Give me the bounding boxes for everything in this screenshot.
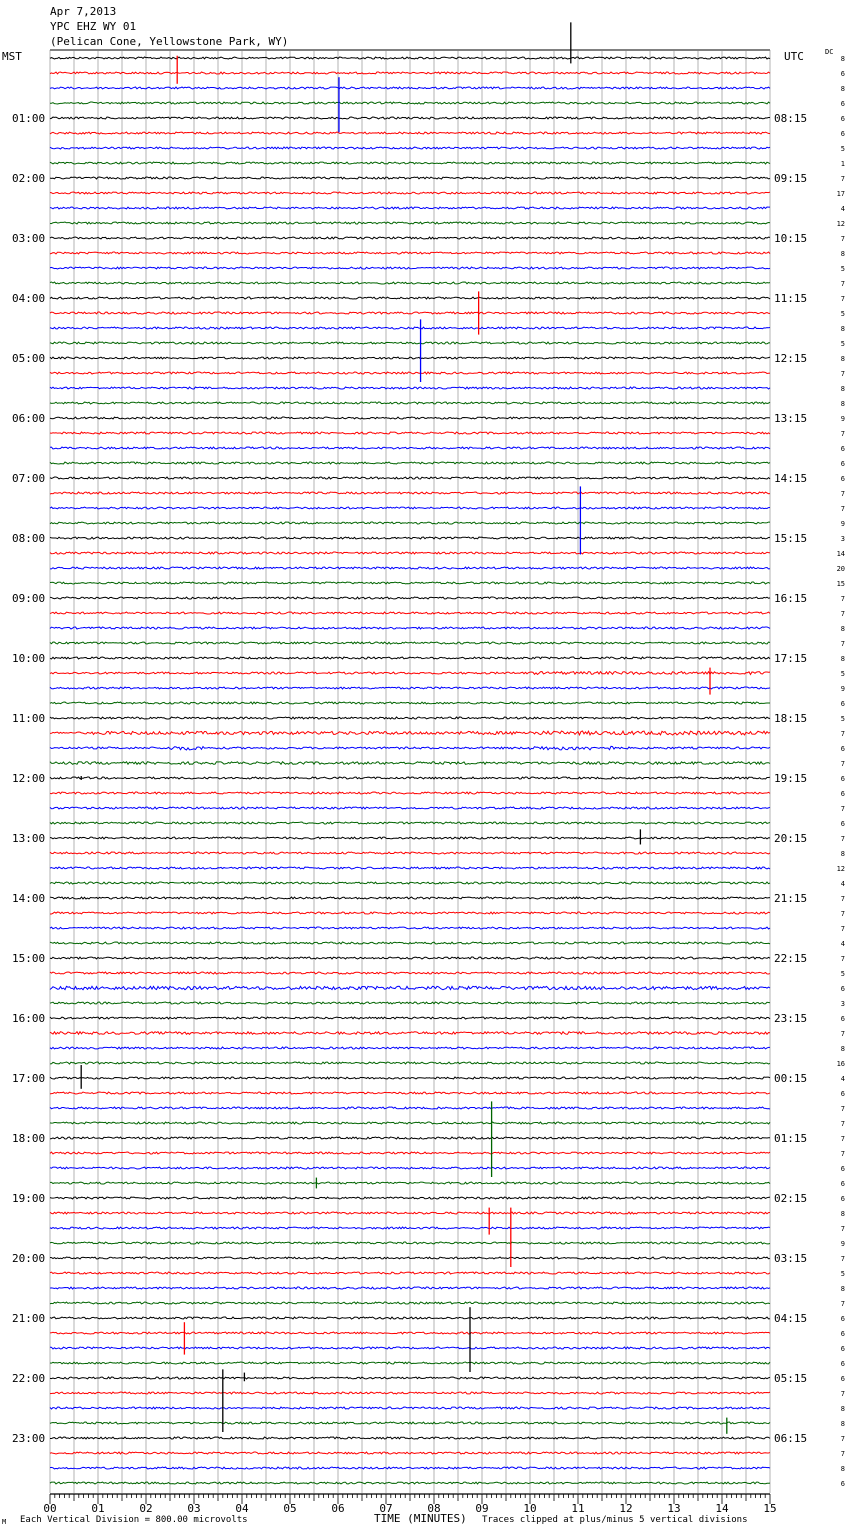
dc-value: 6: [840, 1090, 845, 1098]
dc-value: 14: [836, 550, 845, 558]
dc-value: 7: [840, 805, 845, 813]
dc-value: 7: [840, 295, 845, 303]
dc-value: 6: [840, 1015, 845, 1023]
dc-value: 5: [840, 340, 845, 348]
left-hour-label: 15:00: [12, 952, 46, 965]
dc-value: 6: [840, 115, 845, 123]
x-tick-label: 10: [523, 1502, 537, 1515]
dc-value: 12: [836, 220, 845, 228]
dc-value: 5: [840, 1270, 845, 1278]
dc-value: 7: [840, 370, 845, 378]
right-hour-label: 03:15: [774, 1252, 808, 1265]
dc-value: 20: [836, 565, 845, 573]
dc-value: 7: [840, 835, 845, 843]
dc-value: 6: [840, 1375, 845, 1383]
right-hour-label: 19:15: [774, 772, 808, 785]
dc-value: 7: [840, 895, 845, 903]
dc-value: 4: [840, 1075, 845, 1083]
header-station: YPC EHZ WY 01: [50, 20, 137, 33]
dc-value: 6: [840, 1480, 845, 1488]
x-tick-label: 14: [715, 1502, 729, 1515]
x-tick-label: 11: [571, 1502, 585, 1515]
dc-value: 7: [840, 1450, 845, 1458]
dc-value: 4: [840, 205, 845, 213]
dc-value: 8: [840, 55, 845, 63]
dc-value: 6: [840, 745, 845, 753]
left-hour-label: 14:00: [12, 892, 46, 905]
dc-value: 5: [840, 265, 845, 273]
right-hour-label: 11:15: [774, 292, 808, 305]
right-hour-label: 09:15: [774, 172, 808, 185]
right-hour-label: 21:15: [774, 892, 808, 905]
x-tick-label: 15: [763, 1502, 777, 1515]
right-hour-label: 18:15: [774, 712, 808, 725]
x-tick-label: 09: [475, 1502, 489, 1515]
dc-value: 6: [840, 70, 845, 78]
left-hour-label: 22:00: [12, 1372, 46, 1385]
left-hour-label: 16:00: [12, 1012, 46, 1025]
right-hour-label: 06:15: [774, 1432, 808, 1445]
dc-value: 9: [840, 520, 845, 528]
dc-value: 6: [840, 985, 845, 993]
dc-value: 7: [840, 280, 845, 288]
x-tick-label: 05: [283, 1502, 297, 1515]
x-tick-label: 06: [331, 1502, 345, 1515]
left-hour-label: 10:00: [12, 652, 46, 665]
left-hour-label: 06:00: [12, 412, 46, 425]
dc-value: 6: [840, 1180, 845, 1188]
dc-value: 6: [840, 1330, 845, 1338]
left-hour-label: 12:00: [12, 772, 46, 785]
dc-value: 8: [840, 850, 845, 858]
dc-value: 8: [840, 385, 845, 393]
right-hour-label: 22:15: [774, 952, 808, 965]
dc-value: 7: [840, 925, 845, 933]
right-hour-label: 15:15: [774, 532, 808, 545]
dc-value: 7: [840, 175, 845, 183]
dc-value: 12: [836, 865, 845, 873]
dc-value: 8: [840, 250, 845, 258]
dc-value: 5: [840, 670, 845, 678]
dc-value: 9: [840, 685, 845, 693]
right-hour-label: 23:15: [774, 1012, 808, 1025]
dc-value: 17: [836, 190, 845, 198]
dc-value: 7: [840, 910, 845, 918]
dc-value: 7: [840, 1300, 845, 1308]
dc-value: 8: [840, 655, 845, 663]
left-hour-label: 02:00: [12, 172, 46, 185]
dc-value: 6: [840, 790, 845, 798]
right-hour-label: 14:15: [774, 472, 808, 485]
dc-value: 4: [840, 940, 845, 948]
dc-column-header: DC: [825, 48, 834, 56]
left-hour-label: 09:00: [12, 592, 46, 605]
dc-value: 7: [840, 640, 845, 648]
dc-value: 8: [840, 1285, 845, 1293]
dc-value: 8: [840, 1045, 845, 1053]
dc-value: 7: [840, 490, 845, 498]
dc-value: 7: [840, 1435, 845, 1443]
dc-value: 8: [840, 1420, 845, 1428]
right-hour-label: 02:15: [774, 1192, 808, 1205]
dc-value: 7: [840, 1150, 845, 1158]
x-tick-label: 08: [427, 1502, 441, 1515]
footer-mark: M: [2, 1518, 7, 1526]
left-hour-label: 07:00: [12, 472, 46, 485]
dc-value: 6: [840, 1360, 845, 1368]
dc-value: 8: [840, 625, 845, 633]
x-axis-label: TIME (MINUTES): [374, 1512, 467, 1525]
dc-value: 5: [840, 145, 845, 153]
dc-value: 5: [840, 715, 845, 723]
dc-value: 9: [840, 1240, 845, 1248]
dc-value: 7: [840, 430, 845, 438]
dc-value: 6: [840, 100, 845, 108]
right-hour-label: 20:15: [774, 832, 808, 845]
dc-value: 3: [840, 1000, 845, 1008]
dc-value: 8: [840, 355, 845, 363]
left-hour-label: 13:00: [12, 832, 46, 845]
dc-value: 6: [840, 475, 845, 483]
right-hour-label: 05:15: [774, 1372, 808, 1385]
dc-value: 15: [836, 580, 845, 588]
x-tick-label: 13: [667, 1502, 681, 1515]
dc-value: 1: [840, 160, 845, 168]
dc-value: 8: [840, 400, 845, 408]
left-hour-label: 21:00: [12, 1312, 46, 1325]
dc-value: 6: [840, 820, 845, 828]
left-hour-label: 08:00: [12, 532, 46, 545]
dc-value: 7: [840, 1255, 845, 1263]
dc-value: 4: [840, 880, 845, 888]
x-tick-label: 03: [187, 1502, 201, 1515]
dc-value: 6: [840, 775, 845, 783]
x-tick-label: 02: [139, 1502, 153, 1515]
dc-value: 7: [840, 1390, 845, 1398]
dc-value: 6: [840, 130, 845, 138]
dc-value: 6: [840, 445, 845, 453]
x-tick-label: 12: [619, 1502, 633, 1515]
dc-value: 7: [840, 595, 845, 603]
dc-value: 7: [840, 955, 845, 963]
left-hour-label: 17:00: [12, 1072, 46, 1085]
header-location: (Pelican Cone, Yellowstone Park, WY): [50, 35, 289, 48]
dc-value: 8: [840, 1405, 845, 1413]
right-hour-label: 12:15: [774, 352, 808, 365]
dc-value: 7: [840, 235, 845, 243]
right-hour-label: 01:15: [774, 1132, 808, 1145]
x-tick-label: 04: [235, 1502, 249, 1515]
dc-value: 7: [840, 1030, 845, 1038]
footer-scale: Each Vertical Division = 800.00 microvolts: [20, 1515, 248, 1525]
right-hour-label: 10:15: [774, 232, 808, 245]
dc-value: 6: [840, 1195, 845, 1203]
dc-value: 6: [840, 1165, 845, 1173]
left-hour-label: 18:00: [12, 1132, 46, 1145]
right-hour-label: 08:15: [774, 112, 808, 125]
right-hour-label: 04:15: [774, 1312, 808, 1325]
dc-value: 7: [840, 760, 845, 768]
event-marks: [81, 22, 727, 1433]
dc-value: 6: [840, 1315, 845, 1323]
footer-clip-note: Traces clipped at plus/minus 5 vertical divisions: [482, 1515, 748, 1525]
dc-value: 8: [840, 1210, 845, 1218]
dc-value: 8: [840, 85, 845, 93]
dc-value: 5: [840, 310, 845, 318]
header-date: Apr 7,2013: [50, 5, 117, 18]
dc-value: 7: [840, 610, 845, 618]
left-hour-label: 05:00: [12, 352, 46, 365]
left-hour-label: 01:00: [12, 112, 46, 125]
left-hour-label: 19:00: [12, 1192, 46, 1205]
x-tick-label: 07: [379, 1502, 393, 1515]
right-hour-label: 13:15: [774, 412, 808, 425]
right-timezone-label: UTC: [784, 50, 804, 63]
dc-value: 8: [840, 325, 845, 333]
left-hour-label: 03:00: [12, 232, 46, 245]
dc-value: 3: [840, 535, 845, 543]
dc-value: 7: [840, 1135, 845, 1143]
dc-value: 5: [840, 970, 845, 978]
x-tick-label: 01: [91, 1502, 105, 1515]
dc-value: 6: [840, 1345, 845, 1353]
dc-value: 7: [840, 1105, 845, 1113]
left-hour-label: 20:00: [12, 1252, 46, 1265]
dc-value: 6: [840, 700, 845, 708]
x-tick-label: 00: [43, 1502, 57, 1515]
dc-value: 7: [840, 1225, 845, 1233]
left-timezone-label: MST: [2, 50, 22, 63]
left-hour-label: 11:00: [12, 712, 46, 725]
dc-value: 7: [840, 1120, 845, 1128]
left-hour-label: 23:00: [12, 1432, 46, 1445]
left-hour-label: 04:00: [12, 292, 46, 305]
dc-value: 16: [836, 1060, 845, 1068]
dc-value: 8: [840, 1465, 845, 1473]
dc-value: 6: [840, 460, 845, 468]
dc-value: 7: [840, 730, 845, 738]
right-hour-label: 00:15: [774, 1072, 808, 1085]
dc-value: 9: [840, 415, 845, 423]
right-hour-label: 16:15: [774, 592, 808, 605]
right-hour-label: 17:15: [774, 652, 808, 665]
dc-value: 7: [840, 505, 845, 513]
